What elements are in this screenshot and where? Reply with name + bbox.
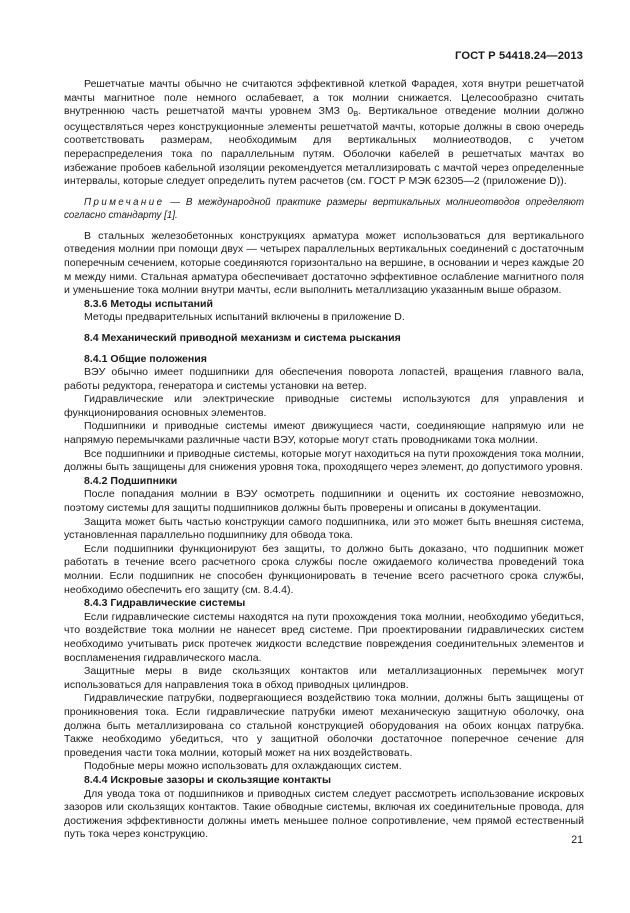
paragraph: Подшипники и приводные системы имеют движущиеся части, соединяющие напрямую или не напрямую перемычками различные части ВЭУ, которые могут стать проводниками тока молнии. <box>64 420 584 447</box>
heading-8-4-2: 8.4.2 Подшипники <box>84 474 178 487</box>
paragraph: Защита может быть частью конструкции самого подшипника, или это может быть внешняя система, установленная параллельно подшипнику для обвода тока. <box>64 515 584 542</box>
note <box>64 196 584 222</box>
paragraph-lattice-masts <box>64 78 584 189</box>
page-number: 21 <box>571 834 583 846</box>
paragraph: После попадания молнии в ВЭУ осмотреть подшипники и оценить их состояние невозможно, поэтому системы для защиты подшипников должны быть проверены и описаны в документации. <box>64 488 584 515</box>
paragraph: Если гидравлические системы находятся на пути прохождения тока молнии, необходимо убедиться, что воздействие тока молнии не нанесет вред системе. При проектировании гидравлических систем необходимо учитывать риск протечек жидкости вследствие повреждения соединительных элементов и воспламенения гидравлического масла. <box>64 610 584 664</box>
paragraph-test-methods: Методы предварительных испытаний включены в приложение D. <box>84 311 405 324</box>
paragraph: Защитные меры в виде скользящих контактов или металлизационных перемычек могут использоваться для направления тока в обход приводных цилиндров. <box>64 665 584 691</box>
standard-code: ГОСТ Р 54418.24—2013 <box>455 50 583 62</box>
paragraph: Все подшипники и приводные системы, которые могут находиться на пути прохождения тока молнии, должны быть защищены для снижения уровня тока, проходящего через элемент, до допустимого уровня. <box>64 447 584 474</box>
paragraph-text: . Вертикальное отведение молнии должно осуществляться через конструкционные элементы решетчатой мачты, которые должны в свою очередь соответствовать размерам, необходимым для вертикальных молниеотводов, с учетом перераспределения тока по параллельным путям. Оболочки кабелей в решетчатых мачтах во избежание пробоев кабельной изоляции рекомендуется металлизировать с мачтой через определенные интервалы, которые следует определить путем расчетов (см. ГОСТ Р МЭК 62305—2 (приложение D)). <box>64 105 585 188</box>
paragraph: Если подшипники функционируют без защиты, то должно быть доказано, что подшипник может работать в течение всего расчетного срока службы после ожидаемого количества проведений тока молнии. Если подшипник не способен функционировать в течение всего расчетного срока службы, необходимо обеспечить его защиту (см. 8.4.4). <box>64 542 584 596</box>
heading-8-3-6: 8.3.6 Методы испытаний <box>84 297 213 310</box>
paragraph-text: Решетчатые мачты обычно не считаются эффективной клеткой Фарадея, хотя внутри решетчатой мачты магнитное поле немного ослабевает, а ток молнии снижается. Целесообразно считать внутреннюю часть решетчатой мачты уровнем ЗМЗ 0 <box>64 78 584 118</box>
paragraph-reinforced-concrete: В стальных железобетонных конструкциях арматура может использоваться для вертикального отведения молнии при помощи двух — четырех параллельных вертикальных соединений с достаточным поперечным сечением, которые соединяются горизонтально на вершине, в основании и через каждые 20 м между ними. Стальная арматура обеспечивает достаточно эффективное ослабление магнитного поля и уменьшение тока молнии внутри мачты, если выполнить металлизацию указанным выше образом. <box>64 229 584 297</box>
heading-8-4-1: 8.4.1 Общие положения <box>84 352 207 365</box>
paragraph: Гидравлические или электрические приводные системы используются для управления и функционирования основных элементов. <box>64 393 584 419</box>
note-label: Примечание <box>84 196 165 208</box>
paragraph: Гидравлические патрубки, подвергающиеся воздействию тока молнии, должны быть защищены от проникновения тока. Если гидравлические патрубки имеют механическую защитную оболочку, она должна быть металлизирована со стальной конструкцией оборудования на обоих концах патрубка. Также необходимо убедиться, что у защитной оболочки достаточное поперечное сечение для проведения части тока молнии, который может на них воздействовать. <box>64 692 584 759</box>
heading-8-4-3: 8.4.3 Гидравлические системы <box>84 597 246 610</box>
note-text: — В международной практике размеры вертикальных молниеотводов определяют согласно стандарту [1]. <box>64 196 584 221</box>
heading-8-4-4: 8.4.4 Искровые зазоры и скользящие контакты <box>84 773 331 786</box>
main-content <box>64 78 584 842</box>
heading-8-4: 8.4 Механический приводной механизм и система рыскания <box>84 331 401 344</box>
paragraph: ВЭУ обычно имеет подшипники для обеспечения поворота лопастей, вращения главного вала, работы редуктора, генератора и системы установки на ветер. <box>64 366 584 392</box>
paragraph: Для увода тока от подшипников и приводных систем следует рассмотреть использование искровых зазоров или скользящих контактов. Такие обводные системы, включая их соединительные провода, для достижения эффективности должны иметь меньшее полное сопротивление, чем прямой естественный путь тока через конструкцию. <box>64 787 584 841</box>
subscript: B <box>353 109 359 119</box>
paragraph: Подобные меры можно использовать для охлаждающих систем. <box>84 760 402 773</box>
